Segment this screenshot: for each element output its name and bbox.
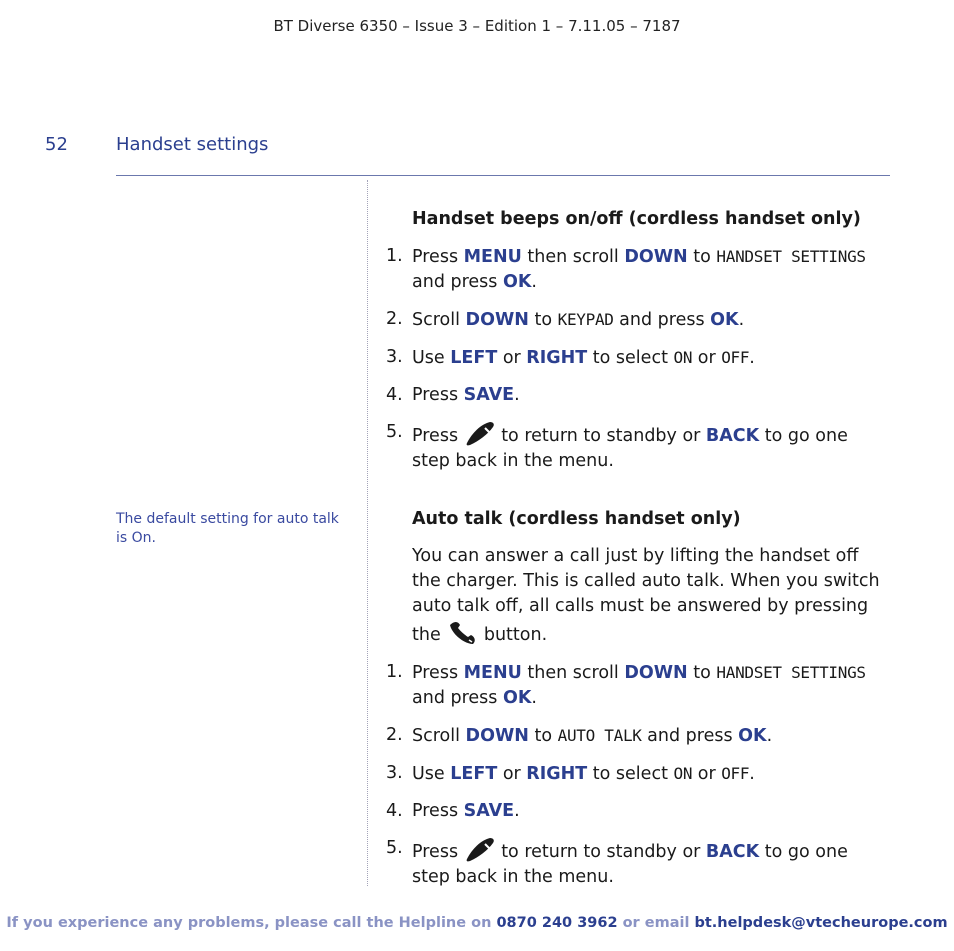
step-number: 5. xyxy=(386,422,403,442)
display-text: KEYPAD xyxy=(557,310,614,329)
step-number: 1. xyxy=(386,662,403,682)
menu-key: MENU xyxy=(463,247,522,267)
left-key: LEFT xyxy=(450,764,498,784)
step-text: to xyxy=(687,663,717,683)
step-number: 4. xyxy=(386,801,403,821)
step-text: and press xyxy=(412,688,503,708)
step-number: 3. xyxy=(386,347,403,367)
step-text: or xyxy=(497,764,527,784)
step-text: Press xyxy=(412,426,464,446)
autotalk-step-2 xyxy=(386,723,881,749)
step-text: to xyxy=(528,310,558,330)
ok-key: OK xyxy=(502,688,532,708)
step-text: to select xyxy=(587,764,674,784)
step-text: . xyxy=(749,764,755,784)
column-divider xyxy=(367,180,368,886)
down-key: DOWN xyxy=(624,663,688,683)
helpline-phone: 0870 240 3962 xyxy=(496,915,618,931)
display-text: HANDSET SETTINGS xyxy=(716,663,866,682)
back-key: BACK xyxy=(705,426,760,446)
step-text: Press xyxy=(412,663,464,683)
step-text: to xyxy=(528,726,558,746)
ok-key: OK xyxy=(710,310,739,330)
save-key: SAVE xyxy=(463,801,515,821)
step-text: . xyxy=(738,310,745,330)
down-key: DOWN xyxy=(465,726,529,746)
menu-key: MENU xyxy=(463,663,522,683)
back-key: BACK xyxy=(705,842,760,862)
intro-text: button. xyxy=(478,625,548,645)
step-text: Scroll xyxy=(412,310,466,330)
step-text: and press xyxy=(412,272,503,292)
page-title: Handset settings xyxy=(116,134,269,155)
beeps-step-2 xyxy=(386,307,881,333)
right-key: RIGHT xyxy=(526,764,588,784)
step-text: . xyxy=(514,801,520,821)
ok-key: OK xyxy=(502,272,532,292)
beeps-step-4 xyxy=(386,383,881,408)
autotalk-heading: Auto talk (cordless handset only) xyxy=(412,509,741,529)
display-text: ON xyxy=(673,348,693,367)
step-text: to select xyxy=(587,348,674,368)
beeps-section xyxy=(386,207,881,474)
end-call-icon xyxy=(464,420,496,446)
header-divider xyxy=(116,175,890,176)
autotalk-step-3 xyxy=(386,761,881,787)
step-text: Press xyxy=(412,247,464,267)
beeps-heading: Handset beeps on/off (cordless handset only) xyxy=(412,209,861,229)
step-text: . xyxy=(514,385,520,405)
step-text: Press xyxy=(412,385,464,405)
end-call-icon xyxy=(464,836,496,862)
footer-text: or email xyxy=(617,915,695,931)
step-text: to go one step back in the menu. xyxy=(412,842,848,887)
step-text: or xyxy=(692,348,722,368)
step-number: 4. xyxy=(386,385,403,405)
autotalk-step-5 xyxy=(386,836,881,890)
step-text: . xyxy=(531,272,537,292)
display-text: OFF xyxy=(721,764,750,783)
step-text: . xyxy=(766,726,773,746)
step-number: 5. xyxy=(386,838,403,858)
step-text: or xyxy=(692,764,722,784)
step-text: and press xyxy=(641,726,739,746)
autotalk-section xyxy=(386,507,881,890)
display-text: OFF xyxy=(721,348,750,367)
ok-key: OK xyxy=(738,726,767,746)
down-key: DOWN xyxy=(465,310,529,330)
intro-text: You can answer a call just by lifting the handset off the charger. This is called auto talk. When you switch auto talk off, all calls must be answered by pressing the xyxy=(412,546,880,645)
step-text: then scroll xyxy=(521,663,625,683)
step-text: Press xyxy=(412,801,464,821)
step-text: Press xyxy=(412,842,464,862)
document-info: BT Diverse 6350 – Issue 3 – Edition 1 – 7.11.05 – 7187 xyxy=(273,17,681,35)
step-text: and press xyxy=(613,310,711,330)
sidebar-note: The default setting for auto talk is On. xyxy=(116,511,339,546)
step-text: to xyxy=(687,247,717,267)
beeps-step-1 xyxy=(386,244,881,295)
step-text: . xyxy=(531,688,537,708)
step-number: 2. xyxy=(386,725,403,745)
helpdesk-email: bt.helpdesk@vtecheurope.com xyxy=(694,915,948,931)
autotalk-intro xyxy=(412,544,881,648)
footer-text: If you experience any problems, please call the Helpline on xyxy=(6,915,497,931)
display-text: AUTO TALK xyxy=(557,726,642,745)
step-text: then scroll xyxy=(521,247,625,267)
step-text: . xyxy=(749,348,755,368)
right-key: RIGHT xyxy=(526,348,588,368)
step-text: Scroll xyxy=(412,726,466,746)
step-text: to return to standby or xyxy=(495,842,706,862)
talk-icon xyxy=(446,619,478,645)
autotalk-step-1 xyxy=(386,660,881,711)
page-number: 52 xyxy=(45,134,68,155)
beeps-step-3 xyxy=(386,345,881,371)
save-key: SAVE xyxy=(463,385,515,405)
display-text: ON xyxy=(673,764,693,783)
helpline-footer xyxy=(0,915,954,931)
left-key: LEFT xyxy=(450,348,498,368)
step-text: to return to standby or xyxy=(495,426,706,446)
beeps-step-5 xyxy=(386,420,881,474)
step-text: Use xyxy=(412,348,451,368)
step-text: Use xyxy=(412,764,451,784)
step-text: or xyxy=(497,348,527,368)
step-number: 1. xyxy=(386,246,403,266)
step-number: 3. xyxy=(386,763,403,783)
down-key: DOWN xyxy=(624,247,688,267)
step-number: 2. xyxy=(386,309,403,329)
display-text: HANDSET SETTINGS xyxy=(716,247,866,266)
autotalk-step-4 xyxy=(386,799,881,824)
step-text: to go one step back in the menu. xyxy=(412,426,848,471)
